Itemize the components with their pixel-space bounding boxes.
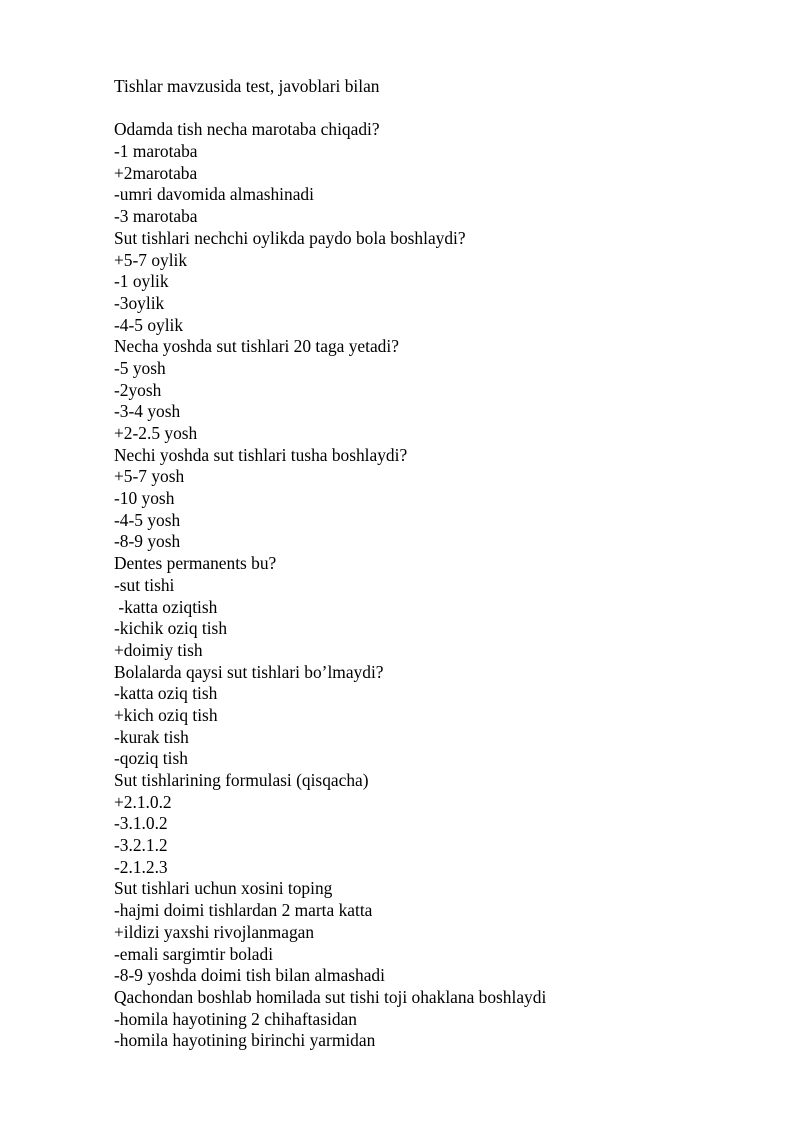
answer-option: -4-5 oylik <box>114 314 184 335</box>
answer-option: -kurak tish <box>114 726 189 747</box>
answer-option: -3.2.1.2 <box>114 835 168 856</box>
question-block <box>114 445 754 553</box>
answer-option: -4-5 yosh <box>114 509 181 530</box>
answer-option: -homila hayotining birinchi yarmidan <box>114 1030 376 1051</box>
question-block <box>114 336 754 444</box>
answer-option: -katta oziq tish <box>114 683 218 704</box>
document-body <box>114 76 754 1052</box>
question-block <box>114 770 754 878</box>
answer-option: -2.1.2.3 <box>114 856 168 877</box>
answer-option: +kich oziq tish <box>114 704 218 725</box>
question-text: Sut tishlari nechchi oylikda paydo bola boshlaydi? <box>114 227 466 248</box>
answer-option: +2marotaba <box>114 162 198 183</box>
question-text: Odamda tish necha marotaba chiqadi? <box>114 119 380 140</box>
answer-option: +2.1.0.2 <box>114 791 172 812</box>
answer-option: -qoziq tish <box>114 748 188 769</box>
question-block <box>114 119 754 227</box>
answer-option: +ildizi yaxshi rivojlanmagan <box>114 921 315 942</box>
answer-option: -1 oylik <box>114 271 169 292</box>
answer-option: -5 yosh <box>114 357 166 378</box>
answer-option: -3 marotaba <box>114 206 198 227</box>
question-block <box>114 228 754 336</box>
question-text: Qachondan boshlab homilada sut tishi toji ohaklana boshlaydi <box>114 986 547 1007</box>
question-block <box>114 987 754 1052</box>
answer-option: -emali sargimtir boladi <box>114 943 274 964</box>
answer-option: -10 yosh <box>114 488 175 509</box>
answer-option: -8-9 yoshda doimi tish bilan almashadi <box>114 965 385 986</box>
answer-option: +5-7 yosh <box>114 466 185 487</box>
question-block <box>114 878 754 986</box>
answer-option: -3.1.0.2 <box>114 813 168 834</box>
question-text: Sut tishlarining formulasi (qisqacha) <box>114 770 369 790</box>
answer-option: -umri davomida almashinadi <box>114 184 314 205</box>
answer-option: -sut tishi <box>114 574 175 595</box>
question-text: Bolalarda qaysi sut tishlari bo’lmaydi? <box>114 661 384 682</box>
answer-option: +5-7 oylik <box>114 249 188 270</box>
answer-option: -3-4 yosh <box>114 401 181 422</box>
question-text: Sut tishlari uchun xosini toping <box>114 878 333 899</box>
question-text: Dentes permanents bu? <box>114 553 277 574</box>
question-text: Necha yoshda sut tishlari 20 taga yetadi? <box>114 336 399 357</box>
answer-option: -1 marotaba <box>114 141 198 162</box>
answer-option: -homila hayotining 2 chihaftasidan <box>114 1008 357 1029</box>
question-block <box>114 662 754 770</box>
question-block <box>114 553 754 661</box>
blank-line <box>114 98 754 120</box>
document-title: Tishlar mavzusida test, javoblari bilan <box>114 76 380 96</box>
answer-option: -3oylik <box>114 292 165 313</box>
answer-option: +doimiy tish <box>114 639 203 660</box>
answer-option: -kichik oziq tish <box>114 618 228 639</box>
answer-option: +2-2.5 yosh <box>114 423 198 443</box>
answer-option: -katta oziqtish <box>114 596 218 617</box>
answer-option: -2yosh <box>114 379 162 400</box>
question-text: Nechi yoshda sut tishlari tusha boshlaydi? <box>114 444 408 465</box>
answer-option: -8-9 yosh <box>114 531 181 552</box>
answer-option: -hajmi doimi tishlardan 2 marta katta <box>114 900 373 921</box>
